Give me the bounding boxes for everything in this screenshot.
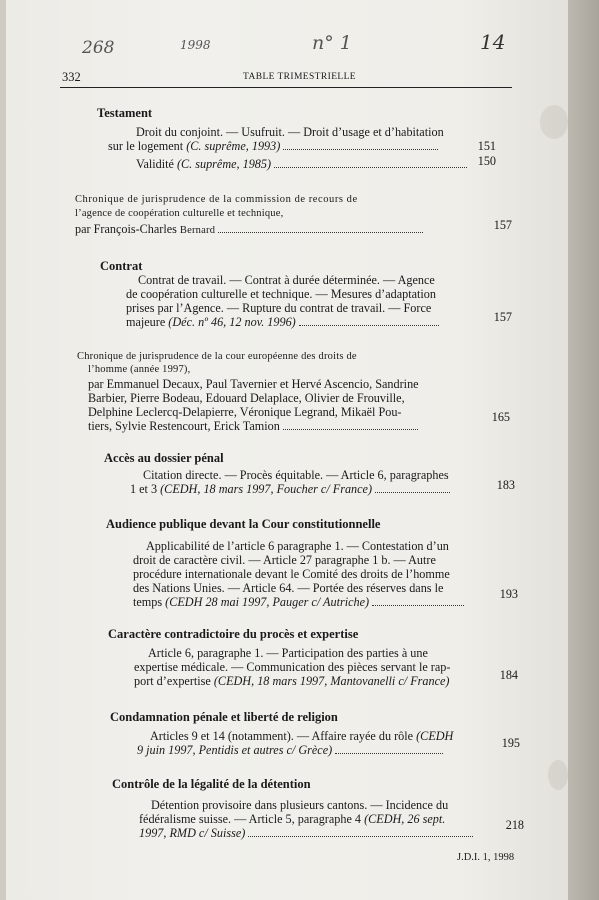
entry-page-number: 157 bbox=[493, 310, 512, 324]
chronicle-authors: Barbier, Pierre Bodeau, Edouard Delaplace, Olivier de Frouville, bbox=[88, 391, 405, 405]
entry-line: Contrat de travail. — Contrat à durée déterminée. — Agence bbox=[138, 273, 435, 287]
entry-line: des Nations Unies. — Article 64. — Portée des réserves dans le bbox=[133, 581, 444, 595]
entry-page-number: 193 bbox=[499, 587, 518, 601]
entry-page-number: 157 bbox=[493, 218, 512, 232]
entry-line: sur le logement (C. suprême, 1993) bbox=[108, 139, 438, 153]
chronicle-heading: l’agence de coopération culturelle et technique, bbox=[75, 208, 284, 219]
entry-page-number: 151 bbox=[477, 139, 496, 153]
section-title: Contrat bbox=[100, 259, 143, 273]
entry-page-number: 165 bbox=[491, 410, 510, 424]
entry-line: Droit du conjoint. — Usufruit. — Droit d’usage et d’habitation bbox=[136, 125, 444, 139]
header-rule bbox=[60, 87, 512, 88]
entry-line: procédure internationale devant le Comité des droits de l’homme bbox=[133, 567, 450, 581]
entry-page-number: 195 bbox=[501, 736, 520, 750]
section-title: Condamnation pénale et liberté de religion bbox=[110, 710, 338, 724]
entry-line: Citation directe. — Procès équitable. — Article 6, paragraphes bbox=[143, 468, 449, 482]
handwritten-note: 14 bbox=[480, 30, 506, 54]
entry-page-number: 218 bbox=[505, 818, 524, 832]
entry-line: majeure (Déc. nº 46, 12 nov. 1996) bbox=[126, 315, 439, 329]
handwritten-note: 268 bbox=[82, 38, 115, 58]
entry-line: expertise médicale. — Communication des pièces servant le rap- bbox=[134, 660, 451, 674]
chronicle-author: par François-Charles Bernard bbox=[75, 222, 423, 238]
entry-line: 1 et 3 (CEDH, 18 mars 1997, Foucher c/ France) bbox=[130, 482, 450, 496]
entry-line: temps (CEDH 28 mai 1997, Pauger c/ Autriche) bbox=[133, 595, 464, 609]
entry-line: Articles 9 et 14 (notamment). — Affaire rayée du rôle (CEDH bbox=[150, 729, 454, 743]
chronicle-heading: l’homme (année 1997), bbox=[88, 364, 191, 375]
section-title: Accès au dossier pénal bbox=[104, 451, 224, 465]
entry-page-number: 183 bbox=[496, 478, 515, 492]
page-binding-shadow bbox=[568, 0, 599, 900]
section-title: Caractère contradictoire du procès et expertise bbox=[108, 627, 359, 641]
entry-line: Article 6, paragraphe 1. — Participation des parties à une bbox=[148, 646, 428, 660]
handwritten-note: 1998 bbox=[180, 38, 211, 52]
chronicle-authors: tiers, Sylvie Restencourt, Erick Tamion bbox=[88, 419, 418, 433]
chronicle-authors: Delphine Leclercq-Delapierre, Véronique Legrand, Mikaël Pou- bbox=[88, 405, 402, 419]
paper-stain bbox=[548, 760, 568, 790]
entry-line: Validité (C. suprême, 1985) bbox=[136, 157, 467, 171]
entry-line: prises par l’Agence. — Rupture du contrat de travail. — Force bbox=[126, 301, 432, 315]
entry-line: de coopération culturelle et technique. — Mesures d’adaptation bbox=[126, 287, 436, 301]
entry-line: fédéralisme suisse. — Article 5, paragraphe 4 (CEDH, 26 sept. bbox=[139, 812, 446, 826]
paper-stain bbox=[540, 105, 568, 139]
section-title: Testament bbox=[97, 106, 153, 120]
chronicle-heading: Chronique de jurisprudence de la commission de recours de bbox=[75, 194, 358, 205]
chronicle-heading: Chronique de jurisprudence de la cour européenne des droits de bbox=[77, 351, 357, 362]
page-number: 332 bbox=[62, 70, 81, 84]
section-title: Audience publique devant la Cour constitutionnelle bbox=[106, 517, 381, 531]
section-title: Contrôle de la légalité de la détention bbox=[112, 777, 311, 791]
handwritten-note: n° 1 bbox=[312, 32, 352, 54]
entry-line: port d’expertise (CEDH, 18 mars 1997, Mantovanelli c/ France) bbox=[134, 674, 450, 688]
entry-page-number: 184 bbox=[499, 668, 518, 682]
chronicle-authors: par Emmanuel Decaux, Paul Tavernier et Hervé Ascencio, Sandrine bbox=[88, 377, 419, 391]
entry-line: Détention provisoire dans plusieurs cantons. — Incidence du bbox=[151, 798, 449, 812]
entry-line: Applicabilité de l’article 6 paragraphe 1. — Contestation d’un bbox=[146, 539, 449, 553]
entry-line: droit de caractère civil. — Article 27 paragraphe 1 b. — Autre bbox=[133, 553, 436, 567]
entry-page-number: 150 bbox=[477, 154, 496, 168]
journal-reference: J.D.I. 1, 1998 bbox=[457, 852, 515, 863]
entry-line: 9 juin 1997, Pentidis et autres c/ Grèce) bbox=[137, 743, 443, 757]
entry-line: 1997, RMD c/ Suisse) bbox=[139, 826, 473, 840]
running-title: TABLE TRIMESTRIELLE bbox=[243, 72, 356, 82]
